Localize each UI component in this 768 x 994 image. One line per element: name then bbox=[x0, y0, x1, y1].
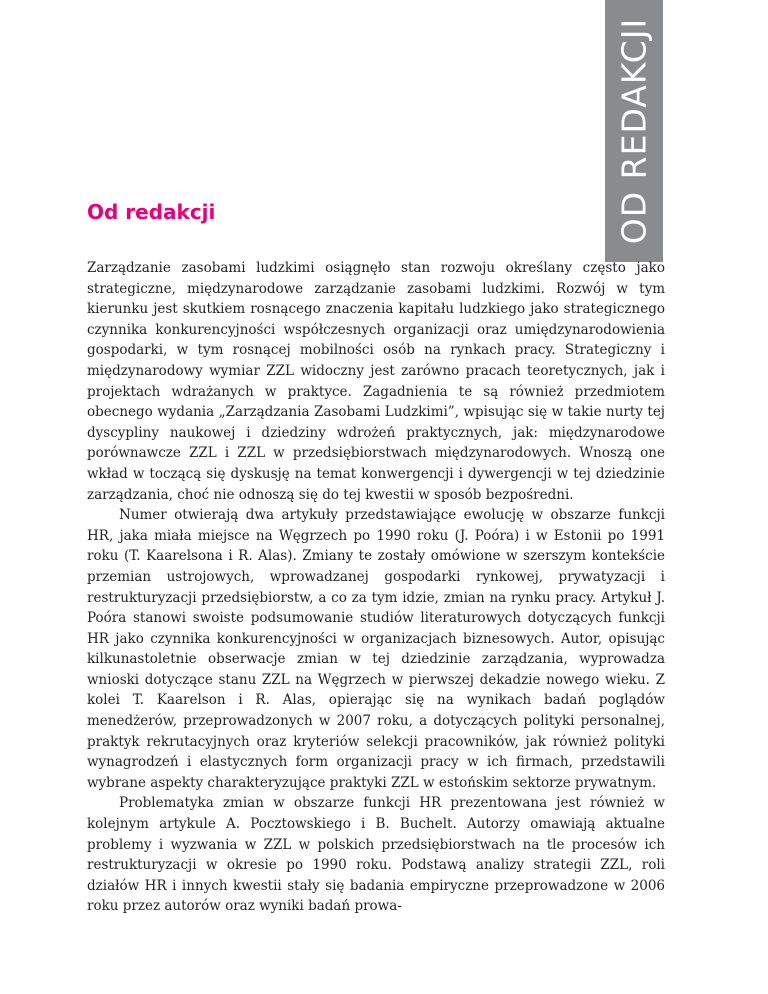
section-title: Od redakcji bbox=[87, 200, 216, 224]
paragraph: Zarządzanie zasobami ludzkimi osiągnęło stan rozwoju określany często jako strategiczne, międzynarodowe zarządzanie zasobami ludzkimi. Rozwój w tym kierunku jest skutkiem rosnącego znaczenia kapitału ludzkiego jako strategicznego czynnika konkurencyjności współczesnych organizacji oraz umiędzynarodowienia gospodarki, w tym rosnącej mobilności osób na rynkach pracy. Strategiczny i międzynarodowy wymiar ZZL widoczny jest zarówno pracach teoretycznych, jak i projektach wdrażanych w praktyce. Zagadnienia te są również przedmiotem obecnego wydania „Zarządzania Zasobami Ludzkimi”, wpisując się w takie nurty tej dyscypliny naukowej i dziedziny wdrożeń praktycznych, jak: międzynarodowe porównawcze ZZL i ZZL w przedsiębiorstwach międzynarodowych. Wnoszą one wkład w toczącą się dyskusję na temat konwergencji i dywergencji w tej dziedzinie zarządzania, choć nie odnoszą się do tej kwestii w sposób bezpośredni. bbox=[87, 260, 665, 503]
paragraph: Problematyka zmian w obszarze funkcji HR prezentowana jest również w kolejnym artykule A. Pocztowskiego i B. Buchelt. Autorzy omawiają aktualne problemy i wyzwania w ZZL w polskich przedsiębiorstwach na tle procesów ich restrukturyzacji w okresie po 1990 roku. Podstawą analizy strategii ZZL, roli działów HR i innych kwestii stały się badania empiryczne przeprowadzone w 2006 roku przez autorów oraz wyniki badań prowa- bbox=[87, 795, 665, 915]
paragraph: Numer otwierają dwa artykuły przedstawiające ewolucję w obszarze funkcji HR, jaka miała miejsce na Węgrzech po 1990 roku (J. Poóra) i w Estonii po 1991 roku (T. Kaarelsona i R. Alas). Zmiany te zostały omówione w szerszym kontekście przemian ustrojowych, wprowadzanej gospodarki rynkowej, prywatyzacji i restrukturyzacji przedsiębiorstw, a co za tym idzie, zmian na rynku pracy. Artykuł J. Poóra stanowi swoiste podsumowanie studiów literaturowych dotyczących funkcji HR jako czynnika konkurencyjności w organizacjach biznesowych. Autor, opisując kilkunastoletnie obserwacje zmian w tej dziedzinie zarządzania, wyprowadza wnioski dotyczące stanu ZZL na Węgrzech w pierwszej dekadzie nowego wieku. Z kolei T. Kaarelson i R. Alas, opierając się na wynikach badań poglądów menedżerów, przeprowadzonych w 2007 roku, a dotyczących polityki personalnej, praktyk rekrutacyjnych oraz kryteriów selekcji pracowników, jak również polityki wynagrodzeń i elastycznych form organizacji pracy w ich firmach, przedstawili wybrane aspekty charakteryzujące praktyki ZZL w estońskim sektorze prywatnym. bbox=[87, 507, 665, 791]
side-tab-label: OD REDAKCJI bbox=[614, 17, 654, 245]
section-side-tab bbox=[605, 0, 663, 262]
article-body bbox=[87, 258, 665, 917]
